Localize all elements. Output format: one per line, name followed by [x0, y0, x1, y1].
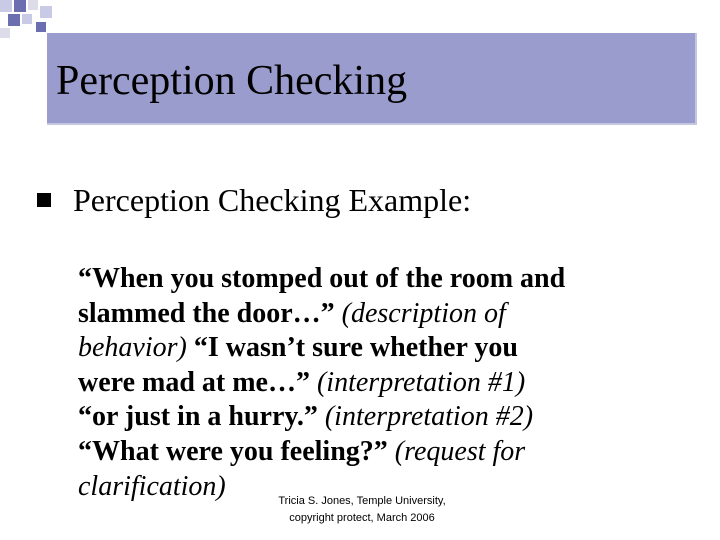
- decor-square: [36, 22, 46, 32]
- decor-square: [40, 6, 52, 18]
- footer-line: copyright protect, March 2006: [289, 512, 435, 524]
- annotation-text: behavior): [78, 332, 187, 364]
- decor-square: [0, 0, 12, 12]
- quote-text: “or just in a hurry.”: [78, 401, 318, 433]
- footer-line: Tricia S. Jones, Temple University,: [278, 495, 446, 507]
- quote-text: slammed the door…”: [78, 297, 335, 329]
- decor-square: [14, 0, 26, 12]
- quote-line: [78, 366, 678, 401]
- quote-line: [78, 331, 678, 366]
- bullet-text: Perception Checking Example:: [73, 182, 472, 218]
- decor-square: [8, 14, 20, 26]
- footer-credit: [262, 493, 462, 527]
- quote-line: [78, 262, 678, 297]
- quote-text: “What were you feeling?”: [78, 435, 388, 467]
- quote-line: [78, 400, 678, 435]
- quote-text: were mad at me…”: [78, 366, 310, 398]
- annotation-text: clarification): [78, 470, 226, 502]
- quote-line: [78, 297, 678, 332]
- quote-line: [78, 435, 678, 470]
- annotation-text: (description of: [334, 297, 506, 329]
- decor-square: [0, 28, 10, 38]
- decor-square: [22, 14, 32, 24]
- annotation-text: (request for: [387, 435, 526, 467]
- annotation-text: (interpretation #2): [317, 401, 534, 433]
- decor-square: [28, 0, 38, 10]
- quote-block: [78, 262, 678, 504]
- quote-text: “When you stomped out of the room and: [78, 263, 566, 294]
- bullet-square-icon: [37, 193, 51, 207]
- annotation-text: (interpretation #1): [309, 366, 526, 398]
- quote-text: “I wasn’t sure whether you: [186, 332, 518, 364]
- slide-title: Perception Checking: [56, 58, 408, 104]
